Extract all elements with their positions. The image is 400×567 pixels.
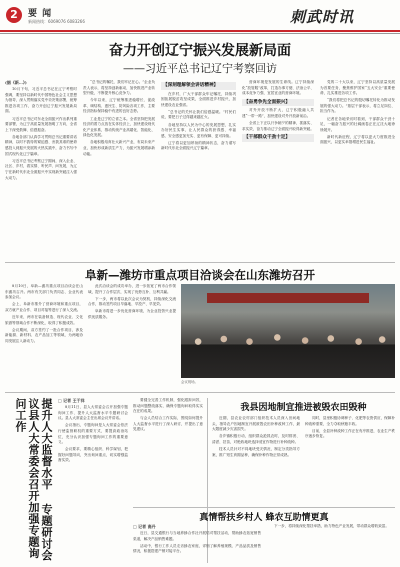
paragraph: “总书记的关怀让我们倍感温暖。”村民们说，要把日子过得越来越红火。 [161, 109, 236, 120]
lead-subheadline: ——习近平总书记辽宁考察回访 [123, 62, 277, 75]
story4-column-1 [212, 416, 300, 504]
lead-byline: (据《新…》) [5, 80, 27, 85]
paragraph: 习近平总书记考察辽宁期间，深入企业、社区、乡村，看实情、听民声、问发展，为辽宁在新时代东北全面振兴中实现新突破注入强大动力。 [5, 158, 77, 180]
story2-headline: 阜新—潍坊市重点项目洽谈会在山东潍坊召开 [85, 268, 315, 282]
paragraph: 各地各部门认真学习贯彻总书记重要讲话精神，以时不我待的紧迫感、舍我其谁的使命感投入到振兴发展的火热实践中，奋力书写中国式现代化辽宁篇章。 [5, 134, 77, 156]
paragraph: 新时代新征程，辽宁将以更大力度推进全面振兴，以更实举措增进民生福祉。 [320, 134, 395, 145]
story5-headline: 真情帮扶乡村人 蜂农互助情更真 [199, 513, 329, 523]
story4-headline: 我县因地制宜推进被毁农田毁种 [240, 403, 367, 413]
lead-column-5 [320, 80, 395, 260]
lead-subhead: 【深刻理解领会讲话精神】 [161, 82, 236, 90]
paragraph: 目前，全县补种改种工作正在有序推进，农业生产秩序逐步恢复。 [305, 428, 395, 439]
section-divider [5, 262, 395, 263]
paragraph: 8月10日，阜新—潍坊重点项目洽谈会在山东潍坊召开。两市有关部门负责同志、企业代表参加会议。 [5, 284, 83, 300]
header-thin-rule [0, 33, 400, 34]
paragraph: 工业是辽宁的立省之本。全省坚持把发展经济的着力点放在实体经济上，加快建设现代化产业体系，推动传统产业高端化、智能化、绿色化发展。 [83, 116, 155, 138]
paragraph: 会议要求，要精心组织、科学谋划，把握好问题导向，突出询问重点，切实增强监督实效。 [58, 447, 128, 463]
header-rule [0, 30, 400, 32]
paragraph: 下一步，将持续深化帮扶举措，助力特色产业发展，带动群众增收致富。 [274, 524, 389, 528]
paragraph: 会上，阜新市推介了营商环境和重点项目，双方就产业合作、项目对接等进行了深入交流。 [5, 302, 83, 312]
photo-caption: 会议现场。 [181, 380, 198, 384]
paragraph: 辽宁将以更加昂扬的精神状态，奋力谱写新时代东北全面振兴辽宁篇章。 [161, 140, 236, 151]
paragraph: 技术人员针对不同地块受灾情况，制定分类指导方案，推广短生育期品种，确保补种作物正常成熟。 [212, 446, 300, 457]
paragraph: 今年以来，辽宁统筹推进稳增长、促改革、调结构、惠民生、防风险各项工作，主要经济指标保持稳中有进的良好态势。 [83, 98, 155, 114]
paragraph: 近期，县农业农村部门组织技术人员深入田间地头，指导农户因地制宜开展被毁农田补种改种工作，最大限度减少灾害损失。 [212, 416, 300, 432]
paragraph: 同时，县里积极协调种子、化肥等农资供应，保障补种改种需要，全力夺取秋粮丰收。 [305, 416, 395, 426]
paragraph: 10月下旬，习近平总书记在辽宁考察时强调，要坚持以新时代中国特色社会主义思想为指导，深入贯彻落实党中央决策部署，统筹推进各项工作，奋力开创辽宁振兴发展新局面。 [5, 87, 77, 114]
section-divider [5, 392, 395, 393]
paragraph: 各地积极培育壮大新兴产业，布局未来产业，加快形成新质生产力，为振兴发展增添新动能。 [83, 140, 155, 156]
paragraph: 在乡村，广大干部群众牢记嘱托，持续巩固拓展脱贫攻坚成果，全面推进乡村振兴，加快建设农业强省。 [161, 91, 236, 107]
paragraph: 对外开放不断扩大，辽宁积极融入共建“一带一路”，加快建设对外开放新前沿。 [242, 108, 314, 118]
paragraph: 各地坚持以人民为中心的发展思想，扎实办好民生实事，让人民群众的获得感、幸福感、安全感更加充实、更有保障、更可持续。 [161, 122, 236, 138]
paragraph: “我们将把总书记的殷切嘱托转化为推动发展的强大动力。”基层干部表示，将立足岗位、担当作为。 [320, 98, 395, 114]
editor-line: 新闻热线：6069076 6083266 [28, 19, 85, 24]
photo-backdrop-banner [207, 293, 370, 302]
paragraph: 下一步，两市将以此次会议为契机，持续深化交流合作，推动签约项目早落地、早投产、早见效。 [88, 296, 176, 307]
paragraph: 营商环境是发展的生命线。辽宁持续深化“放管服”改革，打造办事方便、法治公平、成本竞争力强、宜居宜业的营商环境。 [242, 80, 314, 96]
paragraph: 各乡镇积极行动，组织群众抢抓农时，及时排涝、清淤、扶苗，对绝收地块选择适宜作物进行补种改种。 [212, 434, 300, 444]
section-divider [133, 507, 395, 508]
story3-column-1 [58, 398, 128, 563]
story5-column-1 [133, 524, 261, 564]
page-number: 2 [6, 7, 22, 23]
paragraph: 全省上下正以只争朝夕的精神，抓落实、求实效，奋力推动辽宁全面振兴取得新突破。 [242, 121, 314, 131]
paragraph: 记者在各地采访时看到，干部群众干劲十足，一幅奋力振兴的壮阔画卷正在辽沈大地徐徐展开。 [320, 116, 395, 132]
lead-column-4 [242, 80, 314, 260]
paragraph: 党的二十大以来，辽宁坚持以高质量发展为首要任务，聚焦维护国家“五大安全”重要使命，扎实推进各项工作。 [320, 80, 395, 96]
lead-headline: 奋力开创辽宁振兴发展新局面 [109, 43, 291, 59]
meeting-photo [181, 284, 395, 378]
lead-subhead: 【干部群众干劲十足】 [242, 134, 314, 142]
page-header [0, 0, 400, 30]
paragraph: 与会人员结合工作实际，围绕如何提升人大监督水平进行了深入研讨，并提出了意见建议。 [133, 416, 203, 432]
paragraph: 近日，县交通银行与当地养蜂合作社开展结对帮扶活动，帮助蜂农拓宽销售渠道，解决产品销售难题。 [133, 531, 261, 541]
lead-column-3 [161, 80, 236, 260]
lead-column-1 [5, 80, 77, 260]
lead-subhead: 【奋勇争先全面振兴】 [242, 99, 314, 107]
story3-vertical-headline: 提升人大监督水平 专题研讨会议县人大常委会召开加强专题询问工作 [14, 398, 53, 561]
section-title: 要 闻 [28, 9, 53, 19]
paragraph: 8月11日，县人大常委会召开加强专题询问工作、提升人大监督水平专题研讨会议。县人大常委会主任出席会议并讲话。 [58, 405, 128, 421]
paragraph: 此次洽谈会的成功举办，进一步拓宽了两市合作领域，提升了合作层次，实现了优势互补、互利共赢。 [88, 284, 176, 294]
paragraph: 要健全完善工作机制，强化跟踪问效，推动问题整改落实，确保专题询问取得实实在在的成果。 [133, 398, 203, 414]
story5-column-2 [267, 524, 395, 564]
story3-byline: □ 记者 王于祥 [58, 398, 85, 403]
paragraph: 会议期间，双方签约了一批合作项目，涉及新能源、新材料、农产品加工等领域，为两地协同发展注入新动力。 [5, 327, 83, 343]
photo-attendees [181, 326, 395, 378]
paragraph: “总书记的嘱托，我们牢记在心。”企业负责人表示，将坚持创新驱动，加快推进产业转型升级，不断提升核心竞争力。 [83, 80, 155, 96]
paragraph: 会议指出，专题询问是人大常委会依法行使监督职权的重要方式，要提高政治站位，充分认识加强专题询问工作的重要意义。 [58, 423, 128, 445]
masthead-logo: 刺武时讯 [290, 8, 355, 26]
story2-column-1 [5, 284, 83, 389]
lead-column-2 [83, 80, 155, 260]
paragraph: 近年来，两市在装备制造、现代农业、文化旅游等领域合作不断深化，取得了积极成效。 [5, 314, 83, 325]
paragraph: 阜新市将进一步优化营商环境，为企业投资兴业提供优质服务。 [88, 309, 176, 319]
story4-column-2 [305, 416, 395, 504]
paragraph: 习近平总书记对东北全面振兴作出系列重要部署，为辽宁高质量发展指明了方向，全省上下深受鼓舞、倍感振奋。 [5, 116, 77, 132]
story2-column-2 [88, 284, 176, 389]
paragraph: 活动中，银行工作人员走访蜂农家庭，详细了解养殖规模、产品品质及销售情况，积极搭建产销对接平台。 [133, 543, 261, 554]
story5-byline: □ 记者 高丹 [133, 524, 156, 529]
